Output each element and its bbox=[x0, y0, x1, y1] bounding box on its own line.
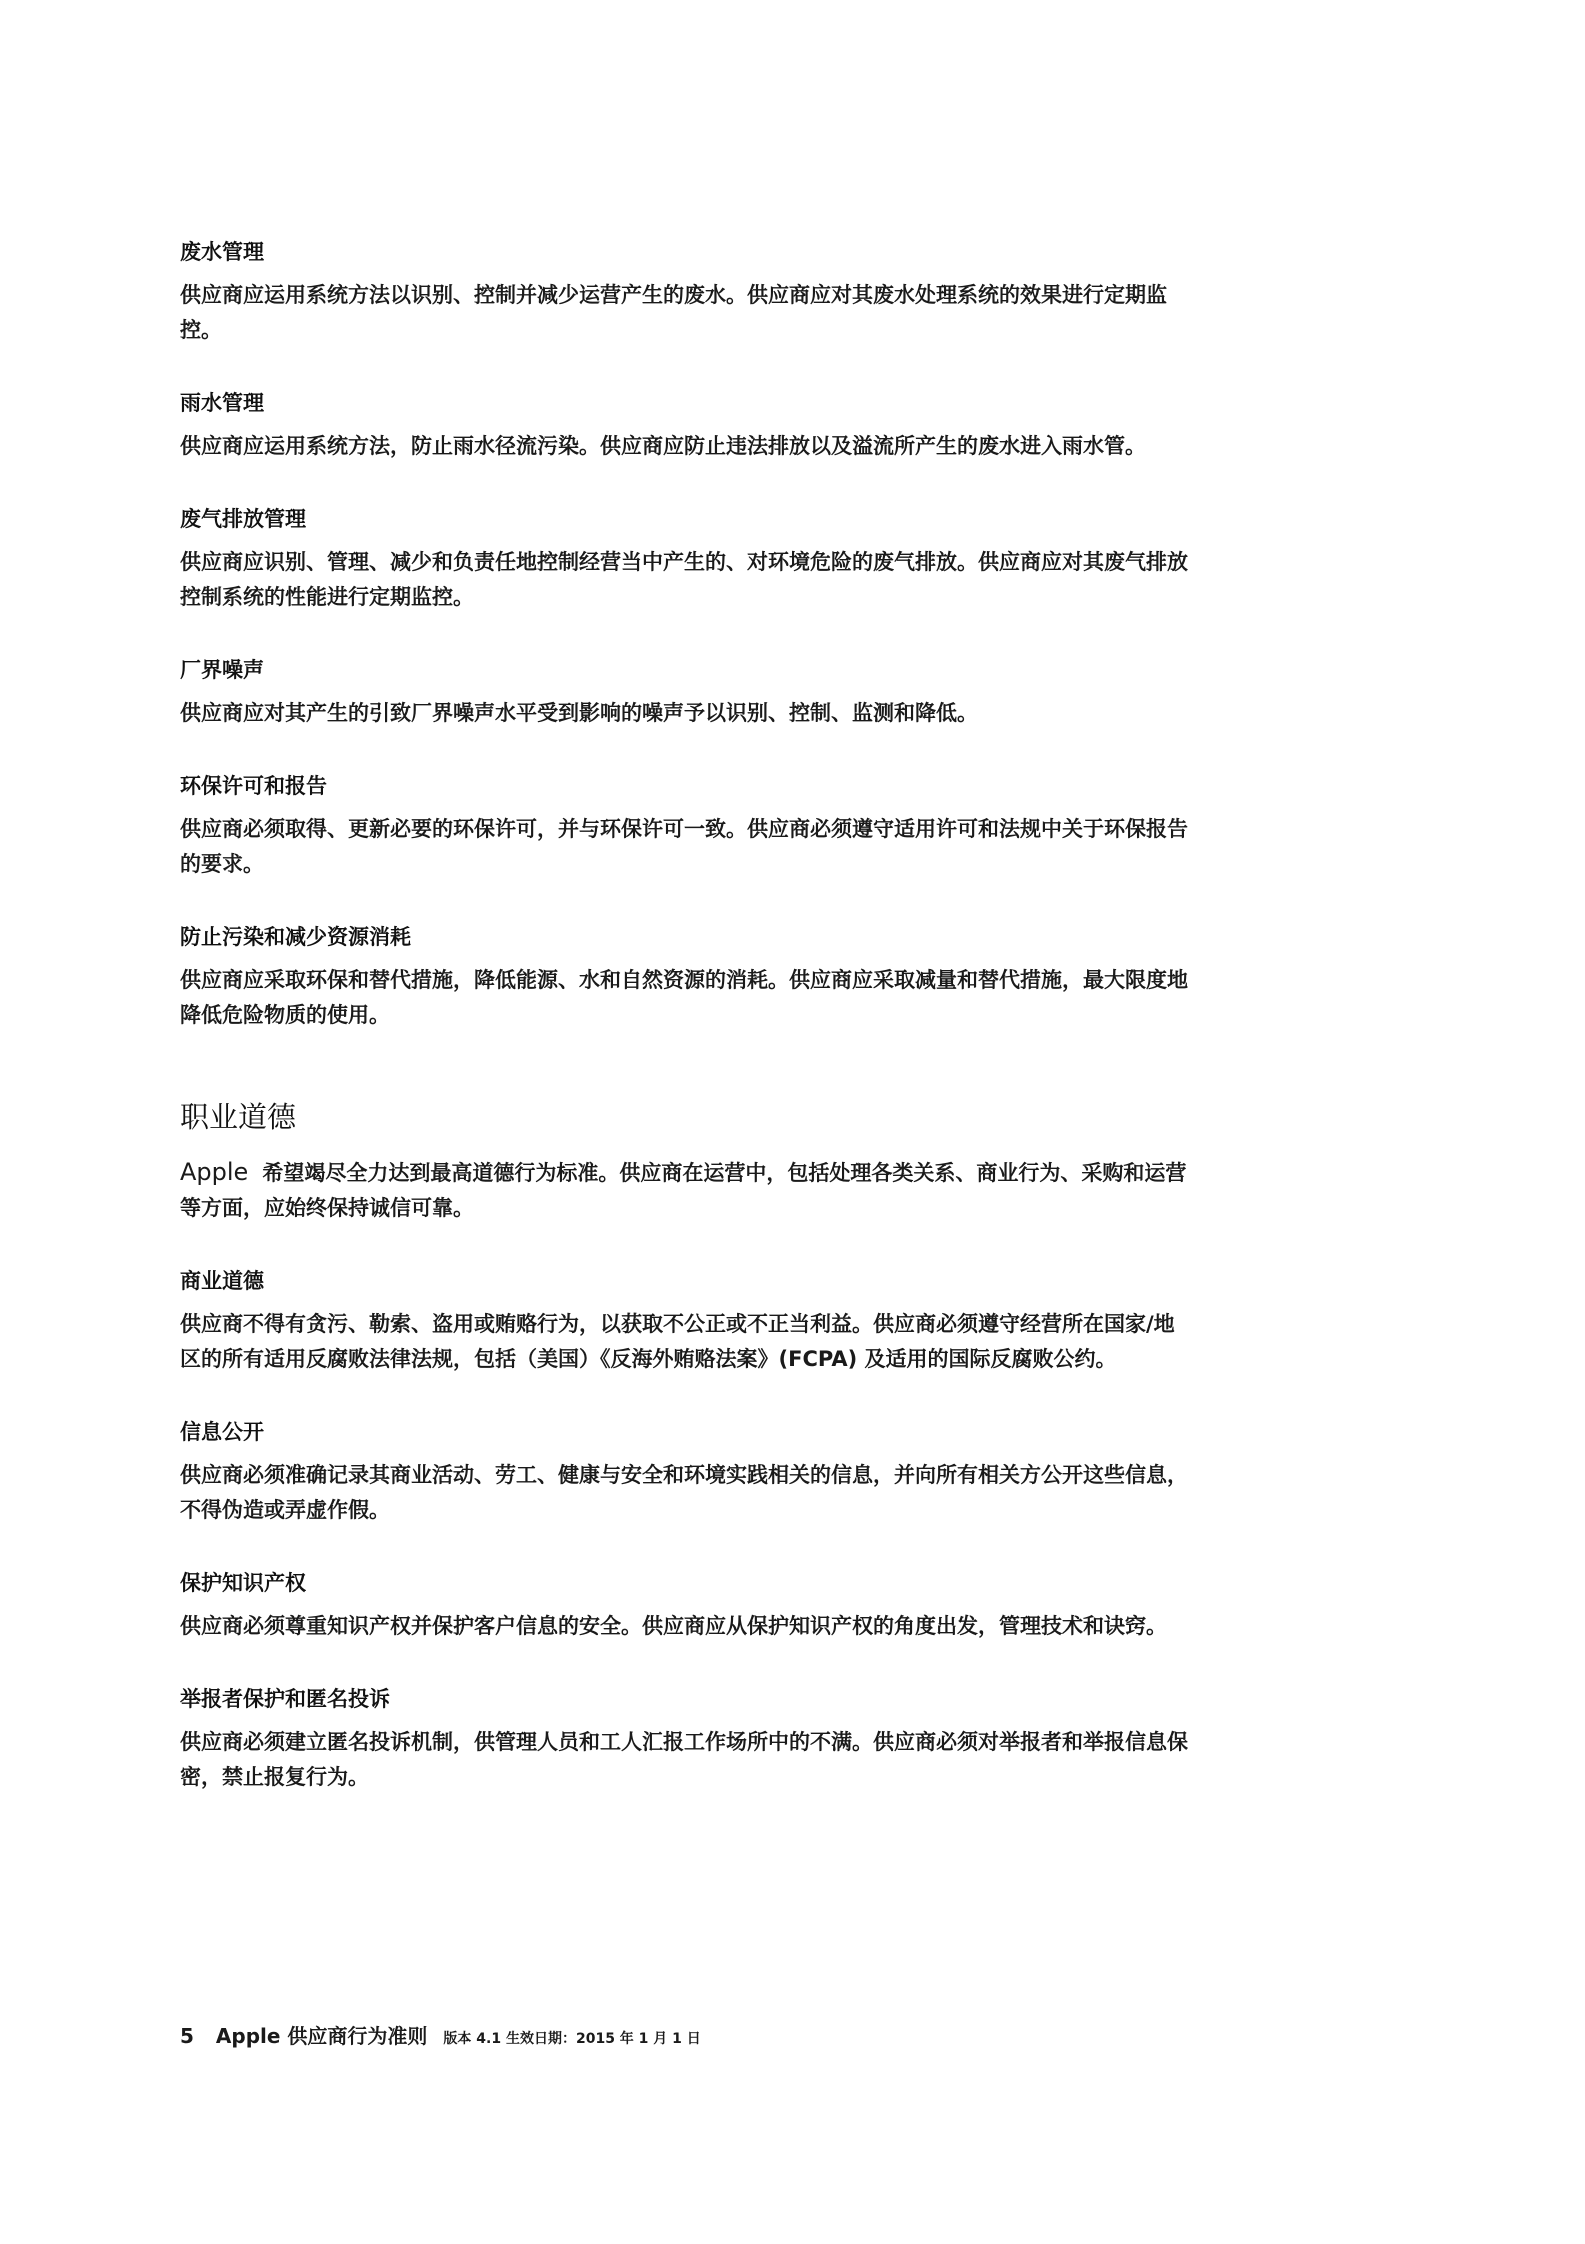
subsection-body: 供应商必须尊重知识产权并保护客户信息的安全。供应商应从保护知识产权的角度出发，管理技术和诀窍。 bbox=[180, 1614, 1167, 1638]
subsection-title: 保护知识产权 bbox=[180, 1571, 306, 1595]
subsection-title: 废气排放管理 bbox=[180, 507, 306, 531]
subsection-body: 供应商应识别、管理、减少和负责任地控制经营当中产生的、对环境危险的废气排放。供应商应对其废气排放控制系统的性能进行定期监控。 bbox=[180, 550, 1188, 609]
section-pollution-prevention bbox=[180, 921, 1190, 1033]
section-intro-text: 希望竭尽全力达到最高道德行为标准。供应商在运营中，包括处理各类关系、商业行为、采购和运营等方面，应始终保持诚信可靠。 bbox=[180, 1161, 1187, 1220]
subsection-body: 供应商必须取得、更新必要的环保许可，并与环保许可一致。供应商必须遵守适用许可和法规中关于环保报告的要求。 bbox=[180, 817, 1188, 876]
subsection-body: 供应商应对其产生的引致厂界噪声水平受到影响的噪声予以识别、控制、监测和降低。 bbox=[180, 701, 978, 725]
section-boundary-noise bbox=[180, 654, 1190, 731]
section-air-emissions bbox=[180, 503, 1190, 615]
subsection-title: 雨水管理 bbox=[180, 391, 264, 415]
subsection-body: 供应商应运用系统方法以识别、控制并减少运营产生的废水。供应商应对其废水处理系统的效果进行定期监控。 bbox=[180, 283, 1167, 342]
section-disclosure bbox=[180, 1416, 1190, 1528]
subsection-title: 厂界噪声 bbox=[180, 658, 264, 682]
subsection-body: 供应商不得有贪污、勒索、盗用或贿赂行为，以获取不公正或不正当利益。供应商必须遵守经营所在国家/地区的所有适用反腐败法律法规，包括（美国）《反海外贿赂法案》(FCPA) 及适用的国际反腐败公约。 bbox=[180, 1312, 1175, 1371]
subsection-body: 供应商应采取环保和替代措施，降低能源、水和自然资源的消耗。供应商应采取减量和替代措施，最大限度地降低危险物质的使用。 bbox=[180, 968, 1188, 1027]
subsection-body: 供应商必须建立匿名投诉机制，供管理人员和工人汇报工作场所中的不满。供应商必须对举报者和举报信息保密，禁止报复行为。 bbox=[180, 1730, 1188, 1789]
subsection-title: 环保许可和报告 bbox=[180, 774, 327, 798]
subsection-title: 防止污染和减少资源消耗 bbox=[180, 925, 411, 949]
subsection-title: 举报者保护和匿名投诉 bbox=[180, 1687, 390, 1711]
section-intro bbox=[180, 1155, 1190, 1226]
page-content bbox=[180, 236, 1190, 1795]
section-intellectual-property bbox=[180, 1567, 1190, 1644]
subsection-title: 信息公开 bbox=[180, 1420, 264, 1444]
section-wastewater bbox=[180, 236, 1190, 348]
section-stormwater bbox=[180, 387, 1190, 464]
section-ethics bbox=[180, 1097, 1190, 1226]
subsection-body: 供应商应运用系统方法，防止雨水径流污染。供应商应防止违法排放以及溢流所产生的废水进入雨水管。 bbox=[180, 434, 1146, 458]
page-number: 5 bbox=[180, 2024, 194, 2048]
section-title: 职业道德 bbox=[180, 1100, 297, 1134]
subsection-title: 商业道德 bbox=[180, 1269, 264, 1293]
section-business-integrity bbox=[180, 1265, 1190, 1377]
section-whistleblower bbox=[180, 1683, 1190, 1795]
subsection-title: 废水管理 bbox=[180, 240, 264, 264]
section-permits-reporting bbox=[180, 770, 1190, 882]
version-date: 版本 4.1 生效日期：2015 年 1 月 1 日 bbox=[443, 2031, 701, 2047]
page-footer bbox=[180, 2020, 701, 2050]
subsection-body: 供应商必须准确记录其商业活动、劳工、健康与安全和环境实践相关的信息，并向所有相关方公开这些信息，不得伪造或弄虚作假。 bbox=[180, 1463, 1188, 1522]
brand-name: Apple bbox=[180, 1158, 249, 1186]
document-title: Apple 供应商行为准则 bbox=[215, 2024, 428, 2048]
